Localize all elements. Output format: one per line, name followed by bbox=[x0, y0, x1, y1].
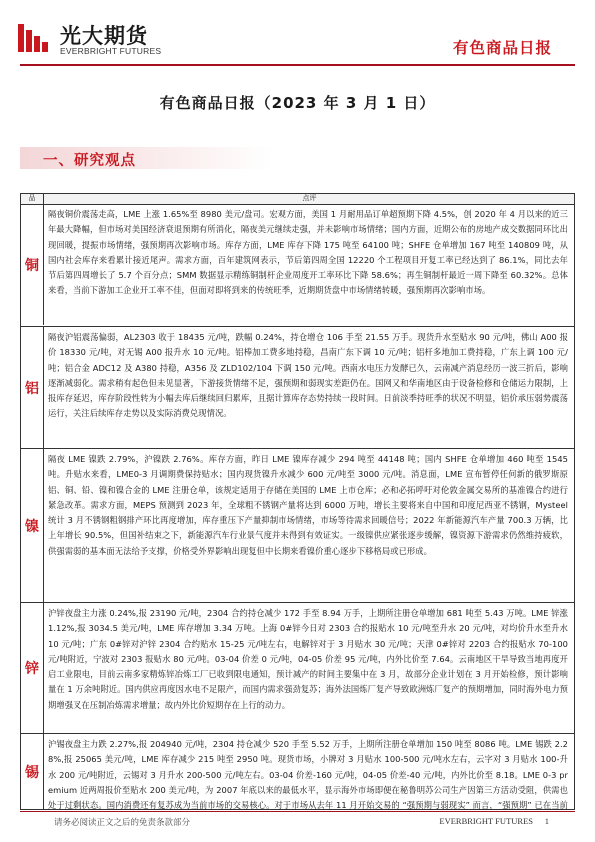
page-header bbox=[0, 0, 595, 70]
commentary-text: 沪锌夜盘主力涨 0.24%,报 23190 元/吨，2304 合约持仓减少 172 手至 8.94 万手，上期所注册仓单增加 681 吨至 5.43 万吨。LME 锌涨 1.12%,报 3034.5 美元/吨，LME 库存增加 3.34 万吨。上海 0#锌今日对 2303 合约报贴水 10 元/吨至升水 20 元/吨，对均价升水至升水 10 元/吨；广东 0#锌对沪锌 2304 合约贴水 15-25 元/吨左右，电解锌对于 3 月贴水 30 元/吨；天津 0#锌对 2203 合约报贴水 70-100 元/吨附近，宁波对 2303 报贴水 80 元/吨。03-04 价差 0 元/吨，04-05 价差 95 元/吨，内外比价至 7.64。云南地区干旱导致当地再度开启工业限电，目前云南多家精炼锌冶炼工厂已收到限电通知，预计减产的时间主要集中在 3 月，故部分企业计划在 3 月开始检修，预计影响量在 1 万余吨附近。国内供应再度因水电不足限产，而国内需求强劲复苏；海外法国炼厂复产导致欧洲炼厂复产的预期增加，同时海外电力预期增强叉在压制冶炼需求增量；故内外比价短期存在上行的动力。 bbox=[48, 608, 568, 710]
table-row-tin bbox=[21, 733, 574, 810]
everbright-logo-icon bbox=[16, 20, 56, 56]
commentary-table bbox=[20, 193, 575, 810]
document-title: 有色商品日报（2023 年 3 月 1 日） bbox=[159, 94, 436, 112]
table-row-nickel bbox=[21, 448, 574, 602]
table-row-zinc bbox=[21, 602, 574, 733]
commentary-text: 隔夜 LME 镍跌 2.79%，沪镍跌 2.76%。库存方面，昨日 LME 镍库存减少 294 吨至 44148 吨；国内 SHFE 仓单增加 460 吨至 1545 吨。升贴水来看，LME0-3 月调期费保持贴水；国内现货镍升水减少 600 元/吨至 3000 元/吨。消息面，LME 宣布暂停任何新的俄罗斯原铝、铜、铅、镍和镍合金的 LME 注册仓单，该规定适用于存储在美国的 LME 上市仓库；必和必拓呼吁对伦敦金属交易所的基准镍合约进行紧急改革。需求方面，MEPS 预测到 2023 年，全球粗不锈钢产量将达到 6000 万吨，增长主要将来自中国和印度尼西亚不锈钢，Mysteel 统计 3 月不锈钢粗钢排产环比再度增加，库存重压下产量抑制市场情绪，市场等待需求回暖信号；2022 年新能源汽车产量 700.3 万辆，比上年增长 90.5%，但国补结束之下，新能源汽车行业景气度并未得到有效证实。一级镍供应紧张逐步缓解，镍资源下游需求仍然维持疲软，供强需弱的基本面无法给予支撑，价格受外界影响出现复但中长期来看镍价重心逐步下移格局或已形成。 bbox=[48, 454, 568, 556]
row-label bbox=[21, 327, 43, 448]
table-row-copper bbox=[21, 204, 574, 325]
header-report-title: 有色商品日报 bbox=[452, 39, 552, 57]
row-commentary bbox=[43, 204, 574, 325]
commentary-text: 隔夜铜价震荡走高，LME 上涨 1.65%至 8980 美元/盘司。宏观方面，美国 1 月耐用品订单超预期下降 4.5%，创 2020 年 4 月以来的近三年最大降幅，但市场对美国经济衰退预期有所消化，隔夜美元继续走强，并未影响市场情绪；国内方面，近期公布的房地产成交数据同环比出现回暖，提振市场情绪，强预期再次影响市场。库存方面，LME 库存下降 175 吨至 64100 吨；SHFE 仓单增加 167 吨至 140809 吨，从国内社会库存来看累计接近尾声。需求方面，百年建筑网表示，节后第四周全国 12220 个工程项目开复工率已经达到了 86.1%，同比去年节后第四周增长了 5.7 个百分点；SMM 数据显示精练铜制杆企业周度开工率环比下降 58.6%；再生铜制杆最近一周下降至 60.32%。总体来看，当前下游加工企业开工率不佳，但面对即将到来的传统旺季，近期期货盘中市场情绪转暖，强预期再次影响市场。 bbox=[48, 209, 568, 296]
metal-name: 铝 bbox=[25, 380, 39, 397]
row-label bbox=[21, 734, 43, 810]
header-divider bbox=[20, 64, 575, 66]
company-logo bbox=[16, 20, 176, 56]
row-label bbox=[21, 204, 43, 325]
logo-chinese-name: 光大期货 bbox=[60, 24, 148, 48]
row-label bbox=[21, 449, 43, 602]
logo-english-name: EVERBRIGHT FUTURES bbox=[60, 46, 162, 56]
metal-name: 铜 bbox=[25, 257, 39, 274]
row-commentary bbox=[43, 603, 574, 733]
footer-company: EVERBRIGHT FUTURES bbox=[439, 816, 533, 826]
page-number: 1 bbox=[544, 816, 549, 826]
row-label bbox=[21, 603, 43, 733]
commentary-text: 隔夜沪铝震荡偏弱，AL2303 收于 18435 元/吨，跌幅 0.24%，持仓增仓 106 手至 21.55 万手。现货升水至贴水 90 元/吨，佛山 A00 报价 18330 元/吨，对无锡 A00 报升水 10 元/吨。铝棒加工费多地持稳，昌南广东下调 10 元/吨；铝杆多地加工费持稳，广东上调 100 元/吨；铝合金 ADC12 及 A380 持稳，A356 及 ZLD102/104 下调 150 元/吨。西南水电压力发酵已久，云南减产消息经历一波三折后，影响逐渐减弱化。需求稍有起色但未见显著，下游接货情绪不足，强预期和弱现实差距仍在。国网又和华南地区由于设备检修和仓储运力限制，上报库存延迟，库存阶段性转为小幅去库后继续回归累库，且据计算库存态势持续一段时间。日前淡季持旺季的状况不明显，铝价承压弱势震荡运行，关注后续库存走势以及实际消费兑现情况。 bbox=[48, 332, 568, 419]
table-row-aluminium bbox=[21, 326, 574, 448]
section-heading: 一、研究观点 bbox=[43, 153, 136, 169]
footer-divider bbox=[20, 811, 575, 812]
metal-name: 锡 bbox=[25, 765, 39, 781]
commentary-text: 沪锡夜盘主力跌 2.27%,报 204940 元/吨，2304 持仓减少 520 手至 5.52 万手，上期所注册仓单增加 150 吨至 8086 吨。LME 锡跌 2.28%,报 25065 美元/吨，LME 库存减少 215 吨至 2950 吨。现货市场，小牌对 3 月贴水 100-500 元/吨水左右，云字对 3 月贴水 100-升水 200 元/吨附近，云锡对 3 月升水 200-500 元/吨左右。03-04 价差-160 元/吨，04-05 价差-40 元/吨，内外比价至 8.18。LME 0-3 premium 近两周报价至贴水 200 美元/吨，为 2007 年底以来的最低水平，显示海外市场即便在秘鲁明苏公司生产因第三方活动受阻，供需也处于过剩状态。国内消费还有复苏成为当前市场的交易核心。对于市场从去年 11 月开始交易的 “强预期与弱现实” 而言，“强预期” 已在当前 bbox=[48, 739, 568, 810]
metal-name: 镍 bbox=[25, 518, 39, 535]
row-commentary bbox=[43, 734, 574, 810]
table-header-item: 品 bbox=[28, 194, 36, 202]
metal-name: 锌 bbox=[25, 661, 39, 677]
row-commentary bbox=[43, 449, 574, 602]
row-commentary bbox=[43, 327, 574, 448]
table-header-comment: 点评 bbox=[43, 194, 574, 204]
footer-disclaimer: 请务必阅读正文之后的免责条款部分 bbox=[54, 818, 191, 828]
